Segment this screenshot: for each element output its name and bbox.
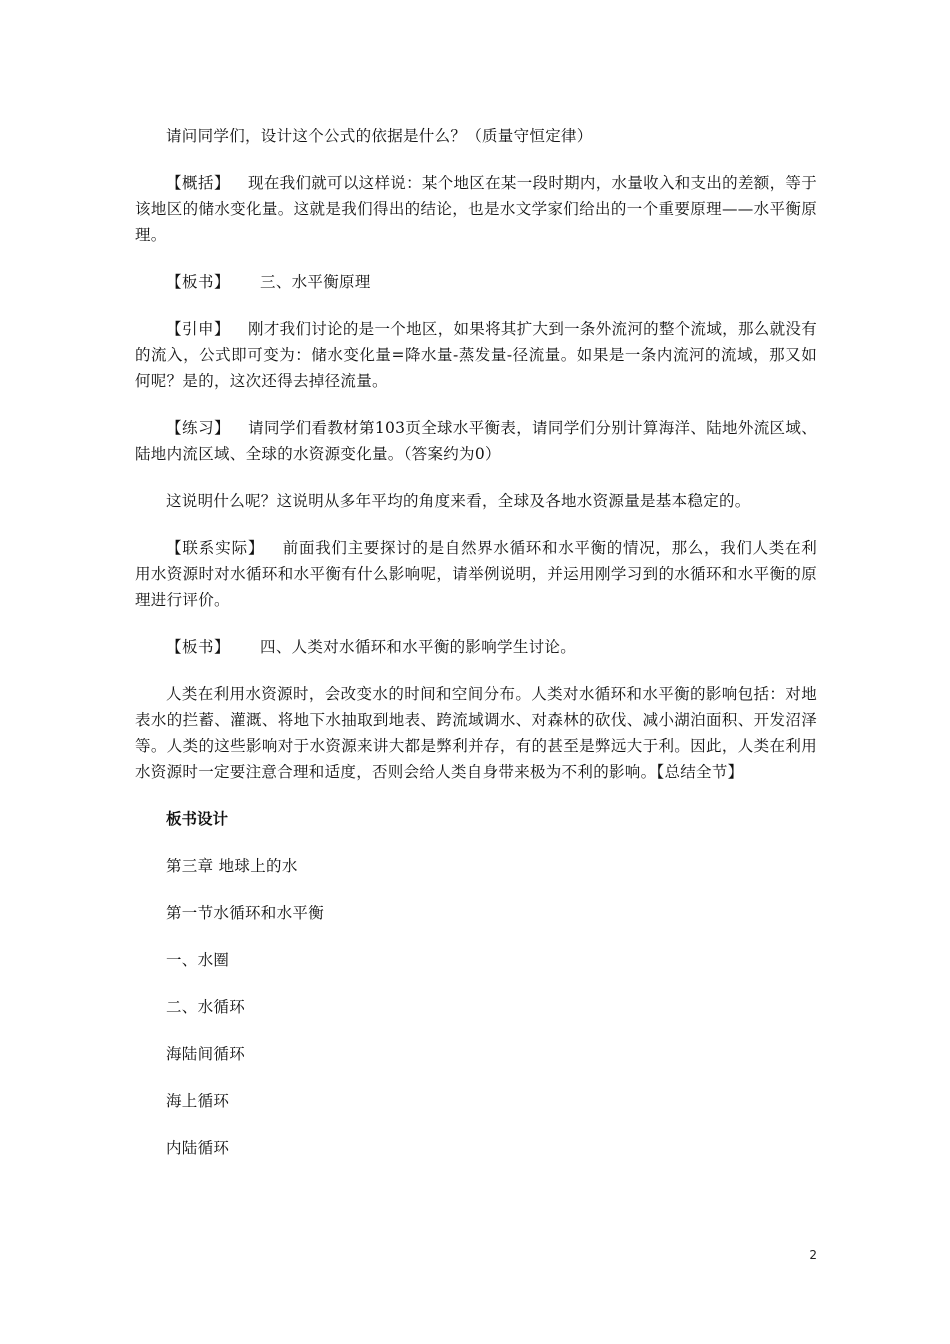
paragraph-text: 人类在利用水资源时，会改变水的时间和空间分布。人类对水循环和水平衡的影响包括：对地表水的拦蓄、灌溉、将地下水抽取到地表、跨流域调水、对森林的砍伐、减小湖泊面积、开发沼泽等。人类的这些影响对于水资源来讲大都是弊利并存，有的甚至是弊远大于利。因此，人类在利用水资源时一定要注意合理和适度，否则会给人类自身带来极为不利的影响。【总结全节】 [135, 685, 817, 781]
paragraph-question [135, 123, 817, 149]
outline-title: 板书设计 [166, 810, 229, 828]
paragraph-tag: 【概括】 [166, 174, 231, 192]
page-number: 2 [809, 1248, 817, 1262]
outline-item: 二、水循环 [166, 998, 246, 1016]
paragraph-text: 四、人类对水循环和水平衡的影响学生讨论。 [260, 638, 577, 656]
paragraph-text: 这说明什么呢？这说明从多年平均的角度来看，全球及各地水资源量是基本稳定的。 [166, 492, 751, 510]
paragraph-text: 刚才我们讨论的是一个地区，如果将其扩大到一条外流河的整个流域，那么就没有的流入，公式即可变为：储水变化量=降水量-蒸发量-径流量。如果是一条内流河的流域，那又如何呢？是的，这次还得去掉径流量。 [135, 320, 817, 390]
paragraph-summary [135, 170, 817, 248]
paragraph-board-note-3 [135, 269, 817, 295]
paragraph-extension [135, 316, 817, 394]
paragraph-text: 请问同学们，设计这个公式的依据是什么？（质量守恒定律） [166, 127, 593, 145]
paragraph-text: 现在我们就可以这样说：某个地区在某一段时期内，水量收入和支出的差额，等于该地区的储水变化量。这就是我们得出的结论，也是水文学家们给出的一个重要原理——水平衡原理。 [135, 174, 817, 244]
paragraph-board-note-4 [135, 634, 817, 660]
paragraph-exercise [135, 415, 817, 467]
outline-item: 第三章 地球上的水 [166, 857, 298, 875]
paragraph-text: 请同学们看教材第103页全球水平衡表，请同学们分别计算海洋、陆地外流区域、陆地内流区域、全球的水资源变化量。（答案约为0） [135, 419, 817, 463]
paragraph-tag: 【板书】 [166, 273, 231, 291]
paragraph-text: 三、水平衡原理 [260, 273, 371, 291]
paragraph-tag: 【联系实际】 [166, 539, 265, 557]
outline-item: 海陆间循环 [166, 1045, 246, 1063]
document-body [135, 123, 817, 1182]
outline-item: 内陆循环 [166, 1139, 230, 1157]
paragraph-text: 前面我们主要探讨的是自然界水循环和水平衡的情况，那么，我们人类在利用水资源时对水循环和水平衡有什么影响呢，请举例说明，并运用刚学习到的水循环和水平衡的原理进行评价。 [135, 539, 817, 609]
paragraph-practice [135, 535, 817, 613]
outline-item: 海上循环 [166, 1092, 230, 1110]
paragraph-human-impact [135, 681, 817, 785]
paragraph-explanation [135, 488, 817, 514]
outline-item: 一、水圈 [166, 951, 230, 969]
paragraph-tag: 【练习】 [166, 419, 231, 437]
paragraph-tag: 【引申】 [166, 320, 231, 338]
outline-item: 第一节水循环和水平衡 [166, 904, 325, 922]
paragraph-tag: 【板书】 [166, 638, 231, 656]
